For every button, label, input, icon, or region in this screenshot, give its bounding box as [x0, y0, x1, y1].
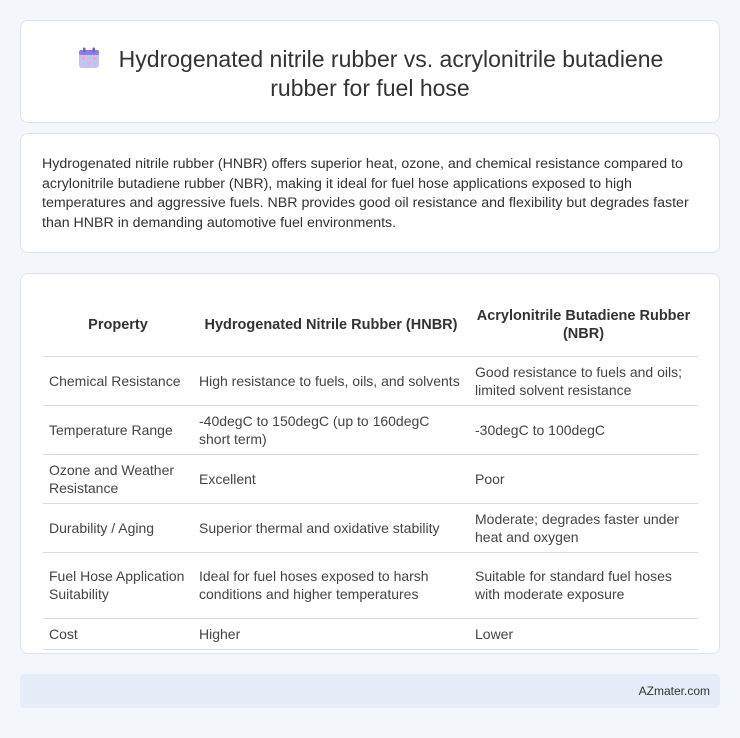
summary-card — [20, 133, 720, 253]
footer-bar — [20, 674, 720, 708]
property-cell: Durability / Aging — [43, 503, 193, 552]
comparison-table-card — [20, 273, 720, 654]
table-row — [43, 552, 698, 618]
summary-text: Hydrogenated nitrile rubber (HNBR) offers superior heat, ozone, and chemical resistance compared to acrylonitrile butadiene rubber (NBR), making it ideal for fuel hose applications exposed to high temperatures and aggressive fuels. NBR provides good oil resistance and flexibility but degrades faster than HNBR in demanding automotive fuel environments. — [42, 156, 689, 231]
table-row — [43, 405, 698, 454]
hnbr-cell: Excellent — [193, 454, 469, 503]
hnbr-cell: -40degC to 150degC (up to 160degC short term) — [193, 405, 469, 454]
hnbr-cell: Ideal for fuel hoses exposed to harsh conditions and higher temperatures — [193, 552, 469, 618]
table-row — [43, 618, 698, 649]
page-title: Hydrogenated nitrile rubber vs. acrylonitrile butadiene rubber for fuel hose — [118, 46, 664, 101]
nbr-cell: Good resistance to fuels and oils; limited solvent resistance — [469, 356, 698, 405]
table-row — [43, 356, 698, 405]
page-title-row — [21, 45, 719, 103]
property-cell: Fuel Hose Application Suitability — [43, 552, 193, 618]
header-property: Property — [43, 294, 193, 356]
header-hnbr: Hydrogenated Nitrile Rubber (HNBR) — [193, 294, 469, 356]
table-row — [43, 503, 698, 552]
nbr-cell: -30degC to 100degC — [469, 405, 698, 454]
property-cell: Cost — [43, 618, 193, 649]
nbr-cell: Suitable for standard fuel hoses with moderate exposure — [469, 552, 698, 618]
hnbr-cell: Higher — [193, 618, 469, 649]
nbr-cell: Lower — [469, 618, 698, 649]
hnbr-cell: High resistance to fuels, oils, and solvents — [193, 356, 469, 405]
header-nbr: Acrylonitrile Butadiene Rubber (NBR) — [469, 294, 698, 356]
table-header-row — [43, 294, 698, 356]
table-row — [43, 454, 698, 503]
calendar-icon — [77, 46, 101, 70]
comparison-table — [43, 294, 698, 650]
title-card — [20, 20, 720, 123]
nbr-cell: Moderate; degrades faster under heat and oxygen — [469, 503, 698, 552]
property-cell: Ozone and Weather Resistance — [43, 454, 193, 503]
footer-brand: AZmater.com — [638, 684, 710, 698]
nbr-cell: Poor — [469, 454, 698, 503]
hnbr-cell: Superior thermal and oxidative stability — [193, 503, 469, 552]
property-cell: Temperature Range — [43, 405, 193, 454]
property-cell: Chemical Resistance — [43, 356, 193, 405]
